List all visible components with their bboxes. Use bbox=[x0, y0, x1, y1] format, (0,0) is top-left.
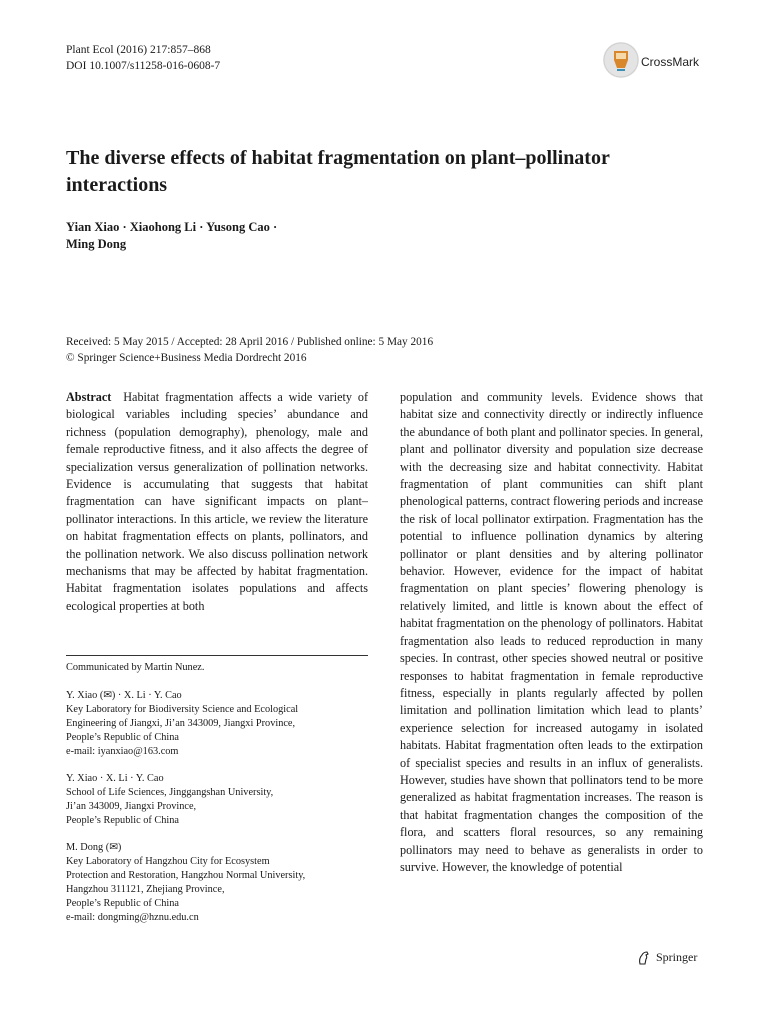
crossmark-label: CrossMark bbox=[641, 55, 700, 69]
crossmark-badge[interactable] bbox=[603, 42, 713, 80]
affiliation-3-line: Hangzhou 311121, Zhejiang Province, bbox=[66, 884, 225, 895]
affiliation-3-line: People’s Republic of China bbox=[66, 898, 179, 909]
affiliation-3 bbox=[66, 841, 368, 925]
author-list bbox=[66, 219, 466, 253]
springer-label: Springer bbox=[656, 950, 698, 964]
abstract-text-right: population and community levels. Evidence shows that habitat size and connectivity directly or indirectly influence the abundance of both plant and pollinator species. In general, plant and pollinator diversity and population size decrease with the decreasing size and habitat connectivity. Habitat fragmentation of plant communities can shift plant phenological patterns, contract flowering periods and increase the risk of local pollinator extirpation. Fragmentation has the potential to influence pollination dynamics by altering pollinator or plant densities and by altering pollinator behavior. However, evidence for the impact of habitat fragmentation on plant species’ flowering phenology is relatively limited, and little is known about the effect of habitat fragmentation on the phenology of pollinators. Habitat fragmentation also leads to reduced reproduction in many species. In contrast, other species showed neutral or positive responses to habitat fragmentation in female reproductive fitness, especially in plants regularly affected by pollen limitation and pollination limitation which lead to plants’ experience selection for increased autogamy in isolated habitats. Habitat fragmentation often leads to the extirpation of specialist species and results in an influx of generalists. However, studies have shown that pollinators tend to be more generalized as habitat fragmentation increases. The reason is that habitat fragmentation changes the composition of the flora, and scatters floral resources, so any remaining pollinators may need to behave as generalists in order to survive. However, the knowledge of potential bbox=[400, 390, 703, 874]
affiliation-1-email[interactable]: e-mail: iyanxiao@163.com bbox=[66, 746, 179, 757]
article-title: The diverse effects of habitat fragmentation on plant–pollinator interactions bbox=[66, 147, 610, 196]
abstract-column-left bbox=[66, 389, 368, 615]
affiliation-2-line: People’s Republic of China bbox=[66, 815, 179, 826]
springer-horse-icon bbox=[636, 950, 652, 966]
authors-line-1: Yian Xiao · Xiaohong Li · Yusong Cao · bbox=[66, 220, 278, 234]
journal-volume-pages: Plant Ecol (2016) 217:857–868 bbox=[66, 44, 211, 56]
journal-doi: DOI 10.1007/s11258-016-0608-7 bbox=[66, 60, 221, 72]
affiliation-3-authors: M. Dong (✉) bbox=[66, 842, 122, 853]
crossmark-icon bbox=[603, 42, 639, 78]
publisher-logo bbox=[636, 950, 716, 968]
affiliation-3-email[interactable]: e-mail: dongming@hznu.edu.cn bbox=[66, 912, 199, 923]
affiliation-1-authors: Y. Xiao (✉) · X. Li · Y. Cao bbox=[66, 690, 182, 701]
affiliation-1 bbox=[66, 689, 368, 759]
affiliation-2-line: Ji’an 343009, Jiangxi Province, bbox=[66, 801, 197, 812]
abstract-column-right bbox=[400, 389, 703, 876]
affiliation-2-authors: Y. Xiao · X. Li · Y. Cao bbox=[66, 773, 164, 784]
footnote-divider bbox=[66, 655, 368, 656]
authors-line-2: Ming Dong bbox=[66, 237, 127, 251]
communicated-by: Communicated by Martin Nunez. bbox=[66, 662, 205, 673]
publication-dates bbox=[66, 334, 726, 366]
abstract-text-left: Habitat fragmentation affects a wide variety of biological variables including species’ abundance and richness (population demography), phenology, male and female reproductive fitness, and it also affects the degree of specialization versus generalization of pollination networks. Evidence is accumulating that suggests that habitat fragmentation can have significant impacts on plant–pollinator interactions. In this article, we review the literature on habitat fragmentation effects on plants, pollinators, and the pollination network. We also discuss pollination network mechanisms that may be affected by habitat fragmentation. Habitat fragmentation isolates populations and affects ecological properties at both bbox=[66, 390, 369, 613]
copyright-line: © Springer Science+Business Media Dordrecht 2016 bbox=[66, 352, 307, 364]
affiliation-1-line: Key Laboratory for Biodiversity Science and Ecological bbox=[66, 704, 299, 715]
affiliation-3-line: Key Laboratory of Hangzhou City for Ecosystem bbox=[66, 856, 270, 867]
affiliation-2 bbox=[66, 772, 368, 828]
affiliation-2-line: School of Life Sciences, Jinggangshan University, bbox=[66, 787, 274, 798]
abstract-heading: Abstract bbox=[66, 390, 112, 404]
journal-citation bbox=[66, 42, 220, 74]
affiliation-3-line: Protection and Restoration, Hangzhou Normal University, bbox=[66, 870, 306, 881]
dates-received-accepted: Received: 5 May 2015 / Accepted: 28 April 2016 / Published online: 5 May 2016 bbox=[66, 336, 434, 348]
affiliation-1-line: People’s Republic of China bbox=[66, 732, 179, 743]
affiliation-1-line: Engineering of Jiangxi, Ji’an 343009, Jiangxi Province, bbox=[66, 718, 296, 729]
